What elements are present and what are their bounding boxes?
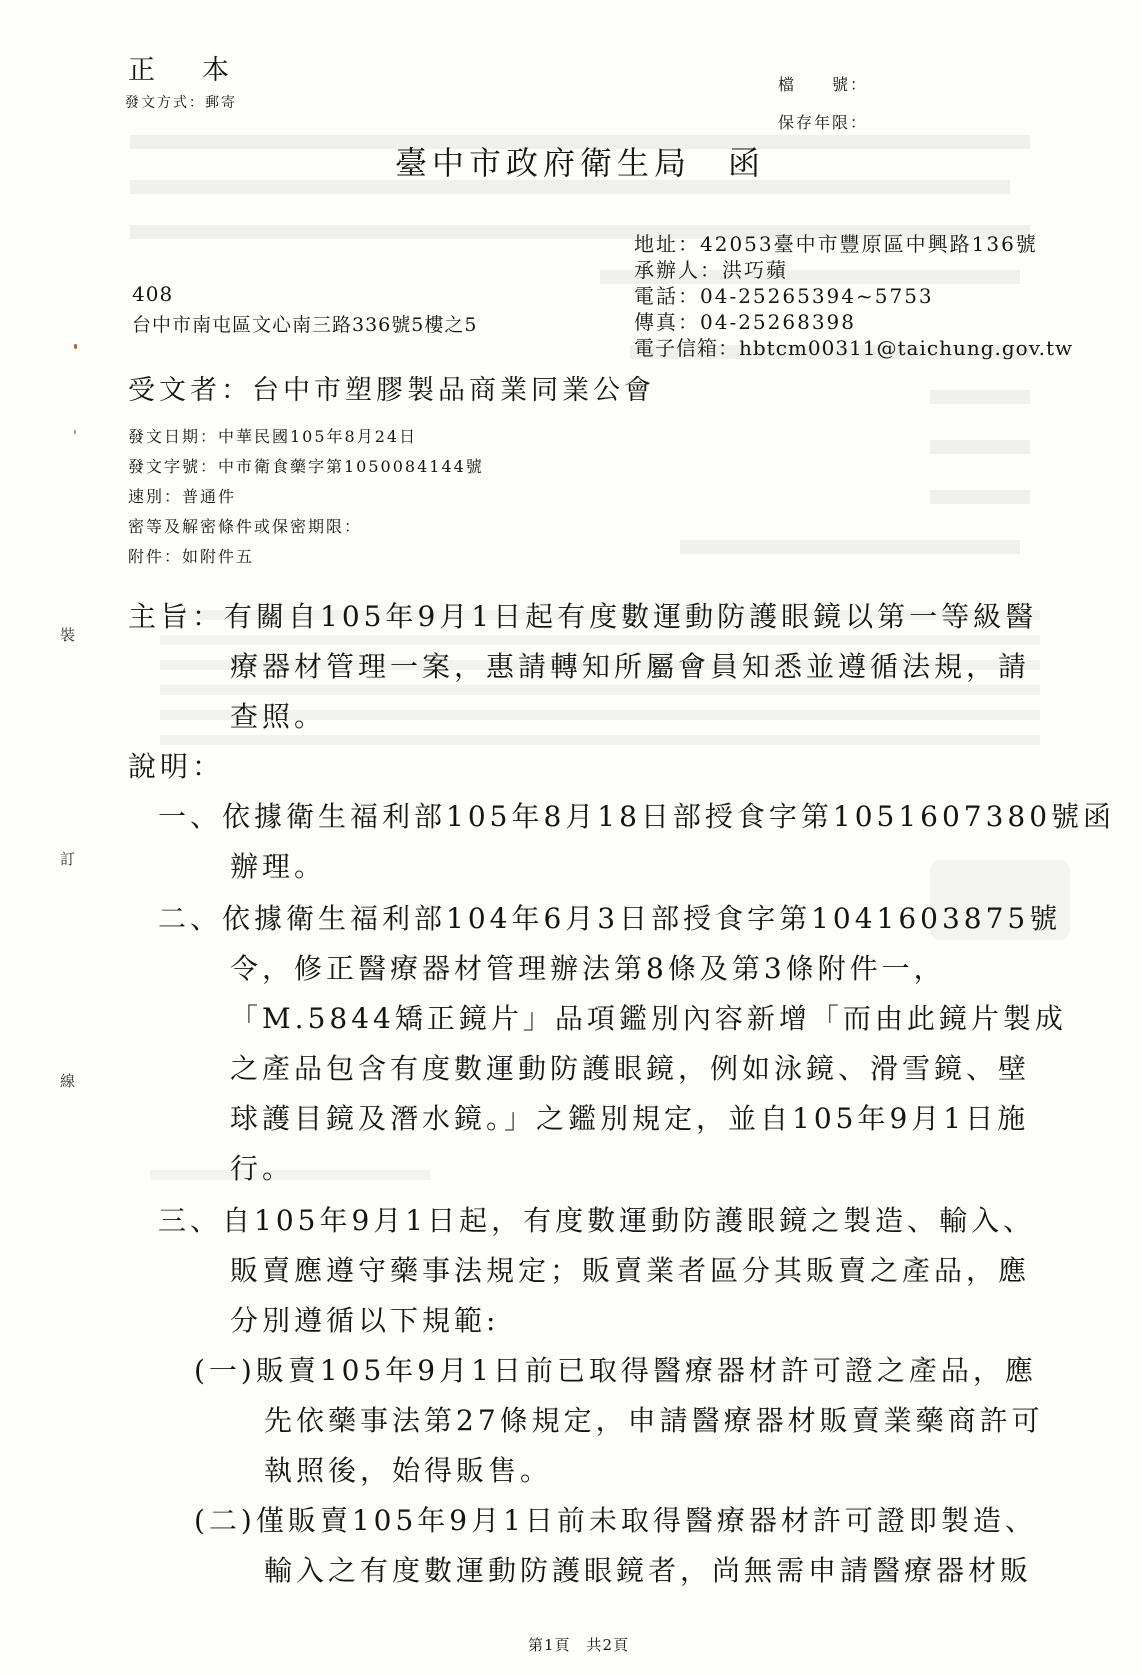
delivery-speed: 速別：普通件 [128, 487, 237, 506]
item-1-line-2: 辦理。 [230, 850, 327, 883]
margin-mark-staple: 訂 [60, 850, 76, 868]
item-2-line-5: 球護目鏡及潛水鏡。」之鑑別規定，並自105年9月1日施 [230, 1102, 1030, 1135]
item-3-sub-1-line-3: 執照後，始得販售。 [264, 1454, 553, 1487]
sender-officer: 承辦人：洪巧蘋 [634, 258, 788, 282]
margin-mark-line: 線 [60, 1072, 76, 1090]
recipient-postal-address: 台中市南屯區文心南三路336號5樓之5 [132, 314, 478, 336]
item-3-line-2: 販賣應遵守藥事法規定；販賣業者區分其販賣之產品，應 [230, 1254, 1031, 1287]
item-3-line-1: 三、自105年9月1日起，有度數運動防護眼鏡之製造、輸入、 [158, 1204, 1036, 1237]
subject-line-1: 主旨：有關自105年9月1日起有度數運動防護眼鏡以第一等級醫 [128, 600, 1038, 633]
item-2-line-4: 之產品包含有度數運動防護眼鏡，例如泳鏡、滑雪鏡、壁 [230, 1052, 1031, 1085]
sender-fax: 傳真：04-25268398 [634, 310, 857, 334]
item-3-sub-1-line-2: 先依藥事法第27條規定，申請醫療器材販賣業藥商許可 [264, 1404, 1044, 1437]
document-number: 發文字號：中市衛食藥字第1050084144號 [128, 457, 484, 476]
scan-speck [74, 430, 76, 434]
subject-line-3: 查照。 [230, 700, 327, 733]
item-2-line-6: 行。 [230, 1152, 295, 1185]
sender-phone: 電話：04-25265394~5753 [634, 284, 934, 308]
explanation-label: 說明： [128, 750, 225, 783]
item-2-line-3: 「M.5844矯正鏡片」品項鑑別內容新增「而由此鏡片製成 [230, 1002, 1067, 1035]
sender-email: 電子信箱：hbtcm00311@taichung.gov.tw [634, 336, 1074, 360]
retention-period-label: 保存年限： [778, 113, 869, 132]
item-2-line-2: 令，修正醫療器材管理辦法第8條及第3條附件一， [230, 952, 946, 985]
item-3-sub-2-line-2: 輸入之有度數運動防護眼鏡者，尚無需申請醫療器材販 [264, 1554, 1033, 1587]
item-2-line-1: 二、依據衛生福利部104年6月3日部授食字第1041603875號 [158, 902, 1062, 935]
document-title: 臺中市政府衛生局 函 [395, 144, 766, 182]
dispatch-method: 發文方式：郵寄 [125, 95, 237, 111]
copy-type: 正 本 [128, 55, 239, 86]
sender-address: 地址：42053臺中市豐原區中興路136號 [634, 232, 1038, 256]
subject-line-2: 療器材管理一案，惠請轉知所屬會員知悉並遵循法規，請 [230, 650, 1031, 683]
item-3-sub-1-line-1: (一)販賣105年9月1日前已取得醫療器材許可證之產品，應 [194, 1354, 1037, 1387]
recipient-name: 受文者：台中市塑膠製品商業同業公會 [128, 375, 655, 406]
scan-speck [74, 344, 77, 349]
item-3-line-3: 分別遵循以下規範: [230, 1304, 500, 1337]
page-number: 第1頁 共2頁 [528, 1636, 630, 1654]
item-1-line-1: 一、依據衛生福利部105年8月18日部授食字第1051607380號函 [158, 800, 1116, 833]
item-3-sub-2-line-1: (二)僅販賣105年9月1日前未取得醫療器材許可證即製造、 [194, 1504, 1037, 1537]
attachment: 附件：如附件五 [128, 547, 255, 566]
margin-mark-bind: 裝 [60, 626, 76, 644]
issue-date: 發文日期：中華民國105年8月24日 [128, 427, 418, 446]
file-number-label: 檔 號： [778, 75, 869, 94]
secrecy-level: 密等及解密條件或保密期限： [128, 517, 363, 536]
recipient-postcode: 408 [132, 282, 174, 306]
